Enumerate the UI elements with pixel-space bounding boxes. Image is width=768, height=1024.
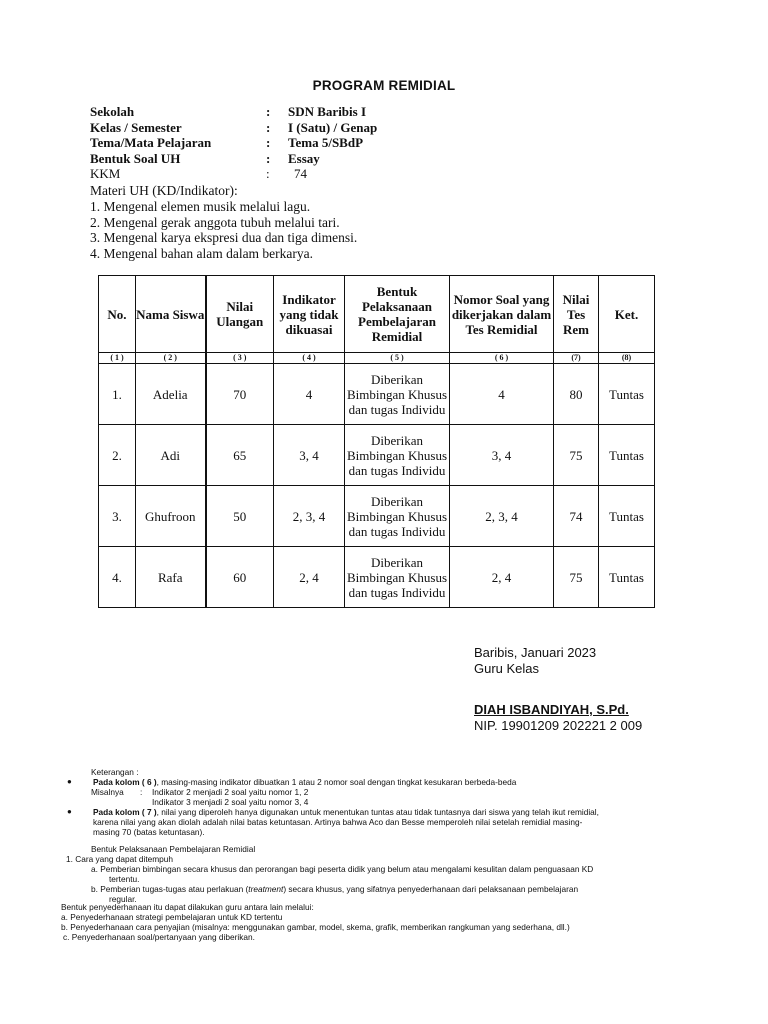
materi-item: 3. Mengenal karya ekspresi dua dan tiga dimensi. xyxy=(90,230,358,245)
cell-nilai: 65 xyxy=(206,425,274,486)
notes-penyederhanaan-intro: Bentuk penyederhanaan itu dapat dilakukan guru antara lain melalui: xyxy=(61,902,314,912)
cell-indikator: 2, 3, 4 xyxy=(274,486,345,547)
cell-nomor: 2, 3, 4 xyxy=(450,486,554,547)
cell-nomor: 4 xyxy=(450,364,554,425)
info-label: KKM xyxy=(90,166,121,181)
notes-cara-a1: a. Pemberian bimbingan secara khusus dan perorangan bagi peserta didik yang belum atau mengalami kesulitan dalam penguasaan KD xyxy=(91,864,594,874)
cell-tes: 75 xyxy=(554,425,599,486)
column-number: ( 6 ) xyxy=(450,353,554,364)
cell-tes: 75 xyxy=(554,547,599,608)
notes-kolom6-bold: Pada kolom ( 6 ) xyxy=(93,777,157,787)
notes-kolom7 xyxy=(93,807,599,817)
column-number: ( 5 ) xyxy=(345,353,450,364)
header-ket: Ket. xyxy=(599,276,655,353)
table-header-row xyxy=(99,276,655,353)
signature-role: Guru Kelas xyxy=(474,661,540,676)
notes-kolom6 xyxy=(93,777,516,787)
column-number: ( 1 ) xyxy=(99,353,136,364)
cell-nama: Ghufroon xyxy=(136,486,206,547)
column-number: ( 4 ) xyxy=(274,353,345,364)
bullet-icon: ● xyxy=(67,807,72,816)
cell-tes: 74 xyxy=(554,486,599,547)
cell-ket: Tuntas xyxy=(599,425,655,486)
notes-keterangan-title: Keterangan : xyxy=(91,767,139,777)
notes-kolom7-text: , nilai yang diperoleh hanya digunakan untuk menentukan tuntas atau tidak tuntasnya dari siswa yang telah ikut remidial, xyxy=(156,807,599,817)
notes-cara-b2: regular. xyxy=(109,894,137,904)
cell-bentuk: Diberikan Bimbingan Khusus dan tugas Individu xyxy=(345,547,450,608)
notes-misalnya-colon: : xyxy=(140,787,143,797)
notes-cara-b xyxy=(91,884,578,894)
cell-nama: Rafa xyxy=(136,547,206,608)
remedial-table xyxy=(98,275,655,608)
cell-bentuk: Diberikan Bimbingan Khusus dan tugas Individu xyxy=(345,486,450,547)
signature-nip: NIP. 19901209 202221 2 009 xyxy=(474,718,643,733)
info-label: Kelas / Semester xyxy=(90,119,182,135)
info-label: Tema/Mata Pelajaran xyxy=(90,135,212,150)
cell-no: 2. xyxy=(99,425,136,486)
header-nama-siswa: Nama Siswa xyxy=(136,276,206,353)
materi-item: 1. Mengenal elemen musik melalui lagu. xyxy=(90,199,311,214)
cell-ket: Tuntas xyxy=(599,486,655,547)
info-value: 74 xyxy=(294,166,307,181)
cell-nilai: 60 xyxy=(206,547,274,608)
header-no: No. xyxy=(99,276,136,353)
table-row xyxy=(99,486,655,547)
info-colon: : xyxy=(266,150,271,166)
info-label: Sekolah xyxy=(90,104,135,119)
cell-nomor: 3, 4 xyxy=(450,425,554,486)
signature-block xyxy=(474,645,642,734)
header-nomor-soal: Nomor Soal yang dikerjakan dalam Tes Remidial xyxy=(450,276,554,353)
signature-place-date: Baribis, Januari 2023 xyxy=(474,645,597,660)
table-row xyxy=(99,364,655,425)
notes-peny-b: b. Penyederhanaan cara penyajian (misalnya: menggunakan gambar, model, skema, grafik, memberikan rangkuman yang sederhana, dll.) xyxy=(61,922,570,932)
materi-list xyxy=(90,199,357,261)
notes-peny-a: a. Penyederhanaan strategi pembelajaran untuk KD tertentu xyxy=(61,912,283,922)
info-colon: : xyxy=(266,166,270,181)
info-label: Bentuk Soal UH xyxy=(90,150,181,166)
cell-nilai: 50 xyxy=(206,486,274,547)
signature-name: DIAH ISBANDIYAH, S.Pd. xyxy=(474,702,629,717)
notes-kolom7-bold: Pada kolom ( 7 ) xyxy=(93,807,157,817)
column-number: (8) xyxy=(599,353,655,364)
cell-indikator: 2, 4 xyxy=(274,547,345,608)
materi-heading: Materi UH (KD/Indikator): xyxy=(90,183,238,198)
cell-nama: Adi xyxy=(136,425,206,486)
cell-no: 4. xyxy=(99,547,136,608)
header-nilai-tes: Nilai Tes Rem xyxy=(554,276,599,353)
notes-cara-a2: tertentu. xyxy=(109,874,140,884)
header-nilai-ulangan: Nilai Ulangan xyxy=(206,276,274,353)
bullet-icon: ● xyxy=(67,777,72,786)
header-bentuk: Bentuk Pelaksanaan Pembelajaran Remidial xyxy=(345,276,450,353)
info-colon: : xyxy=(266,119,271,135)
notes-misalnya-label: Misalnya xyxy=(91,787,124,797)
notes-peny-c: c. Penyederhanaan soal/pertanyaan yang diberikan. xyxy=(63,932,255,942)
column-number: ( 2 ) xyxy=(136,353,206,364)
info-value: Essay xyxy=(288,150,320,166)
table-row xyxy=(99,547,655,608)
cell-indikator: 3, 4 xyxy=(274,425,345,486)
page-title: PROGRAM REMIDIAL xyxy=(312,78,456,93)
cell-tes: 80 xyxy=(554,364,599,425)
notes-bentuk-title: Bentuk Pelaksanaan Pembelajaran Remidial xyxy=(91,844,256,854)
cell-ket: Tuntas xyxy=(599,364,655,425)
cell-nomor: 2, 4 xyxy=(450,547,554,608)
cell-indikator: 4 xyxy=(274,364,345,425)
materi-section xyxy=(90,183,357,261)
column-number-row xyxy=(99,353,655,364)
cell-nilai: 70 xyxy=(206,364,274,425)
notes-cara-b-post: ) secara khusus, yang sifatnya penyederhanaan dari pelaksanaan pembelajaran xyxy=(283,884,579,894)
cell-bentuk: Diberikan Bimbingan Khusus dan tugas Individu xyxy=(345,425,450,486)
notes-cara-1: 1. Cara yang dapat ditempuh xyxy=(66,854,174,864)
column-number: (7) xyxy=(554,353,599,364)
notes-cara-b-pre: b. Pemberian tugas-tugas atau perlakuan ( xyxy=(91,884,249,894)
notes-kolom6-text: , masing-masing indikator dibuatkan 1 atau 2 nomor soal dengan tingkat kesukaran berbeda-beda xyxy=(156,777,517,787)
notes-kolom7-line2: karena nilai yang akan diolah adalah nilai batas ketuntasan. Artinya bahwa Aco dan Besse memperoleh nilai setelah remidial masing- xyxy=(93,817,583,827)
info-value: I (Satu) / Genap xyxy=(288,119,378,135)
header-indikator: Indikator yang tidak dikuasai xyxy=(274,276,345,353)
notes-cara-b-italic: treatment xyxy=(248,884,284,894)
cell-bentuk: Diberikan Bimbingan Khusus dan tugas Individu xyxy=(345,364,450,425)
info-value: Tema 5/SBdP xyxy=(288,135,364,150)
notes-misalnya-2: Indikator 3 menjadi 2 soal yaitu nomor 3, 4 xyxy=(152,797,309,807)
info-colon: : xyxy=(266,135,271,150)
info-colon: : xyxy=(266,104,271,119)
notes-kolom7-line3: masing 70 (batas ketuntasan). xyxy=(93,827,205,837)
info-value: SDN Baribis I xyxy=(288,104,367,119)
materi-item: 2. Mengenal gerak anggota tubuh melalui tari. xyxy=(90,214,340,230)
column-number: ( 3 ) xyxy=(206,353,274,364)
materi-item: 4. Mengenal bahan alam dalam berkarya. xyxy=(90,245,314,261)
cell-nama: Adelia xyxy=(136,364,206,425)
cell-ket: Tuntas xyxy=(599,547,655,608)
notes-misalnya-1: Indikator 2 menjadi 2 soal yaitu nomor 1, 2 xyxy=(152,787,309,797)
table-row xyxy=(99,425,655,486)
cell-no: 3. xyxy=(99,486,136,547)
cell-no: 1. xyxy=(99,364,136,425)
